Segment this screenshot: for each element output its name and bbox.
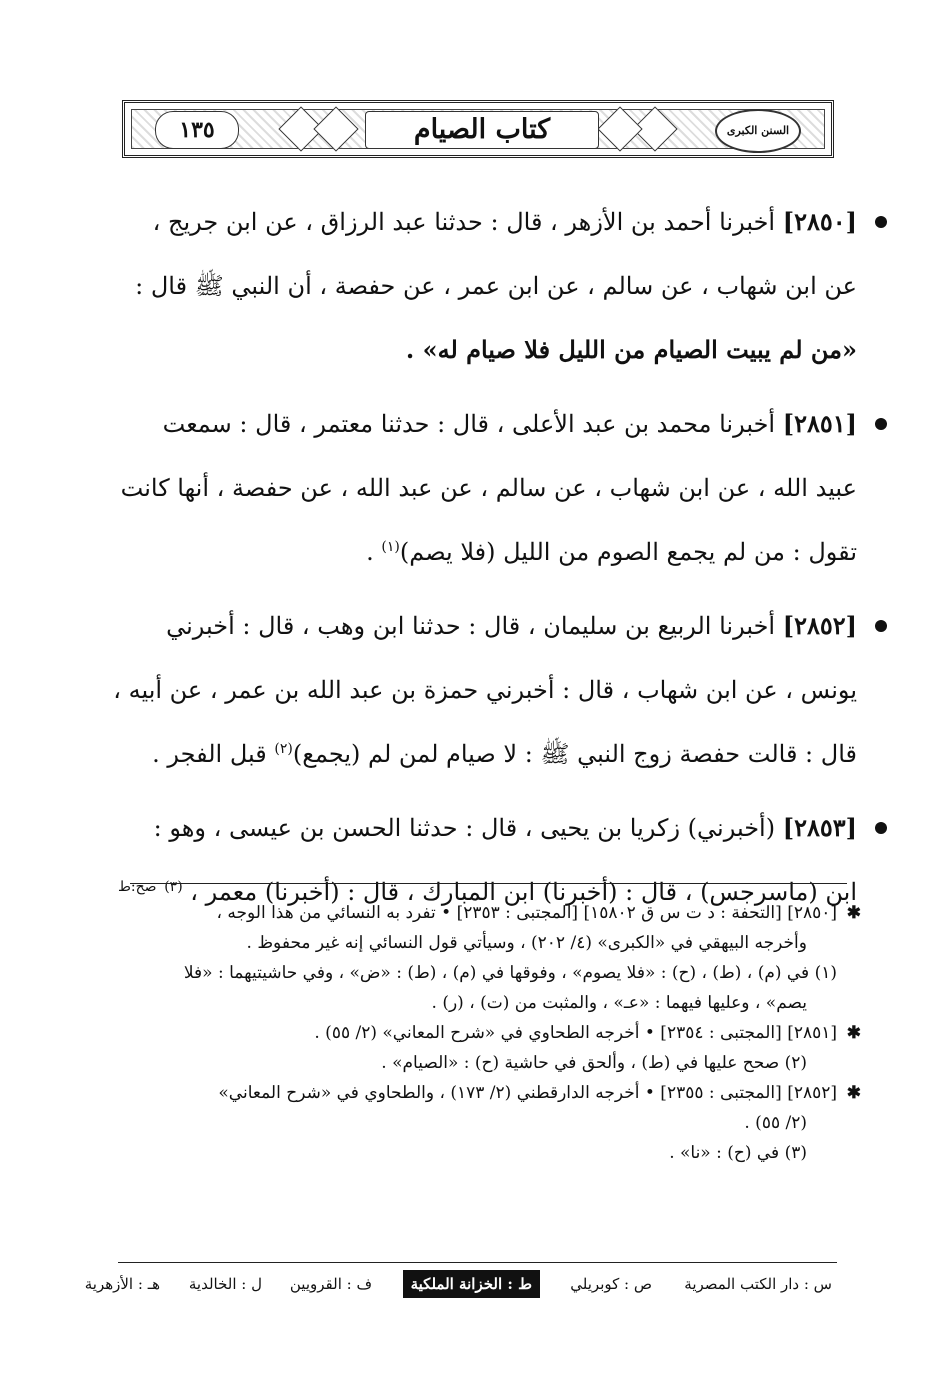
footnote-text: [٢٨٥٢] [المجتبى : ٢٣٥٥] • أخرجه الدارقطني (٢/ ١٧٣) ، والطحاوي في «شرح المعاني» [218,1083,837,1103]
footnote-line: يصم» ، وعليها فيهما : «عـ» ، والمثبت من (ت) ، (ر) . [431,993,807,1013]
line-text: تقول : من لم يجمع الصوم من الليل (فلا يصم) [399,538,857,566]
footnote-line [118,1018,861,1048]
line-text: قبل الفجر . [152,740,267,768]
legend-item: ف : القرويين [289,1275,372,1293]
asterisk-icon: ✱ [846,1023,861,1043]
legend-item-highlight: ط : الخزانة الملكية [403,1270,540,1298]
chapter-title: كتاب الصيام [365,111,599,149]
footnote-mark: (١) [381,539,400,555]
sah-mark: صح:ط [117,879,157,895]
line-text: أخبرنا الربيع بن سليمان ، قال : حدثنا ابن وهب ، قال : أخبرني [166,612,776,640]
line-text: ابن (ماسرجس) ، قال : (أخبرنا) ابن المبارك ، قال : (أخبرنا) معمر ، [190,878,857,906]
hadith-2850 [120,190,857,382]
text-line [120,594,857,658]
legend-divider [118,1262,837,1263]
legend-item: هـ : الأزهرية [84,1275,160,1293]
footnote-line: (٣) في (ح) : «نا» . [669,1143,807,1163]
line-text: قال : قالت حفصة زوج النبي ﷺ : لا صيام لمن لم (يجمع) [292,740,857,768]
bullet-icon [875,620,887,632]
legend-item: ص : كوبريلي [570,1275,652,1293]
footnote-line [118,1078,861,1108]
asterisk-icon: ✱ [846,1083,861,1103]
manuscript-legend [84,1270,832,1300]
footnote-text: [٢٨٥٠] [التحفة : د ت س ق ١٥٨٠٢] [المجتبى : ٢٣٥٣] • تفرد به النسائي من هذا الوجه ، [216,903,837,923]
footnote-text: [٢٨٥١] [المجتبى : ٢٣٥٤] • أخرجه الطحاوي في «شرح المعاني» (٢/ ٥٥) . [314,1023,837,1043]
legend-item: س : دار الكتب المصرية [684,1275,832,1293]
footnote-line [118,898,861,928]
bullet-icon [875,216,887,228]
hadith-number: [٢٨٥٣] [782,813,857,842]
page-number: ١٣٥ [155,111,239,149]
main-text [113,190,857,934]
line-text: أخبرنا محمد بن عبد الأعلى ، قال : حدثنا معتمر ، قال : سمعت [162,410,776,438]
footnote-mark: (٢) [274,741,293,757]
footnote-line: (٢) صحح عليها في (ط) ، وألحق في حاشية (ح) : «الصيام» . [381,1053,807,1073]
text-line: «من لم يبيت الصيام من الليل فلا صيام له» . [405,335,857,364]
legend-item: ل : الخالدية [188,1275,262,1293]
text-line: تقول : من لم يجمع الصوم من الليل (فلا يصم)$^{(١)}$ . [366,538,857,566]
hadith-2851 [120,392,857,584]
hadith-2852 [113,594,857,786]
text-line [120,722,857,786]
footnote-line: (١) في (م) ، (ط) ، (ح) : «فلا يصوم» ، وفوقها في (م) ، (ط) : «ض» ، وفي حاشيتيهما : «فلا [183,963,837,983]
bullet-icon [875,822,887,834]
footnote-mark: (٣) [164,879,183,895]
text-line: عبيد الله ، عن ابن شهاب ، عن سالم ، عن عبد الله ، عن حفصة ، أنها كانت [120,474,857,502]
asterisk-icon: ✱ [846,903,861,923]
footnote-line: وأخرجه البيهقي في «الكبرى» (٤/ ٢٠٢) ، وسيأتي قول النسائي إنه غير محفوظ . [246,933,807,953]
hadith-number: [٢٨٥٢] [782,611,857,640]
text-line [120,796,857,860]
book-seal: السنن الكبرى [715,109,801,153]
page-header [122,100,834,158]
text-line: عن ابن شهاب ، عن سالم ، عن ابن عمر ، عن حفصة ، أن النبي ﷺ قال : [135,272,857,300]
footnote-line: (٢/ ٥٥) . [744,1113,807,1133]
footnotes [118,898,861,1168]
hadith-number: [٢٨٥١] [782,409,857,438]
line-text: أخبرنا أحمد بن الأزهر ، قال : حدثنا عبد الرزاق ، عن ابن جريج ، [152,208,776,236]
text-line [120,392,857,456]
line-text: (أخبرني) زكريا بن يحيى ، قال : حدثنا الحسن بن عيسى ، وهو : [153,814,776,842]
text-line [120,190,857,254]
hadith-number: [٢٨٥٠] [782,207,857,236]
text-line: يونس ، عن ابن شهاب ، قال : أخبرني حمزة بن عبد الله بن عمر ، عن أبيه ، [113,676,857,704]
footnote-divider [130,883,847,884]
bullet-icon [875,418,887,430]
